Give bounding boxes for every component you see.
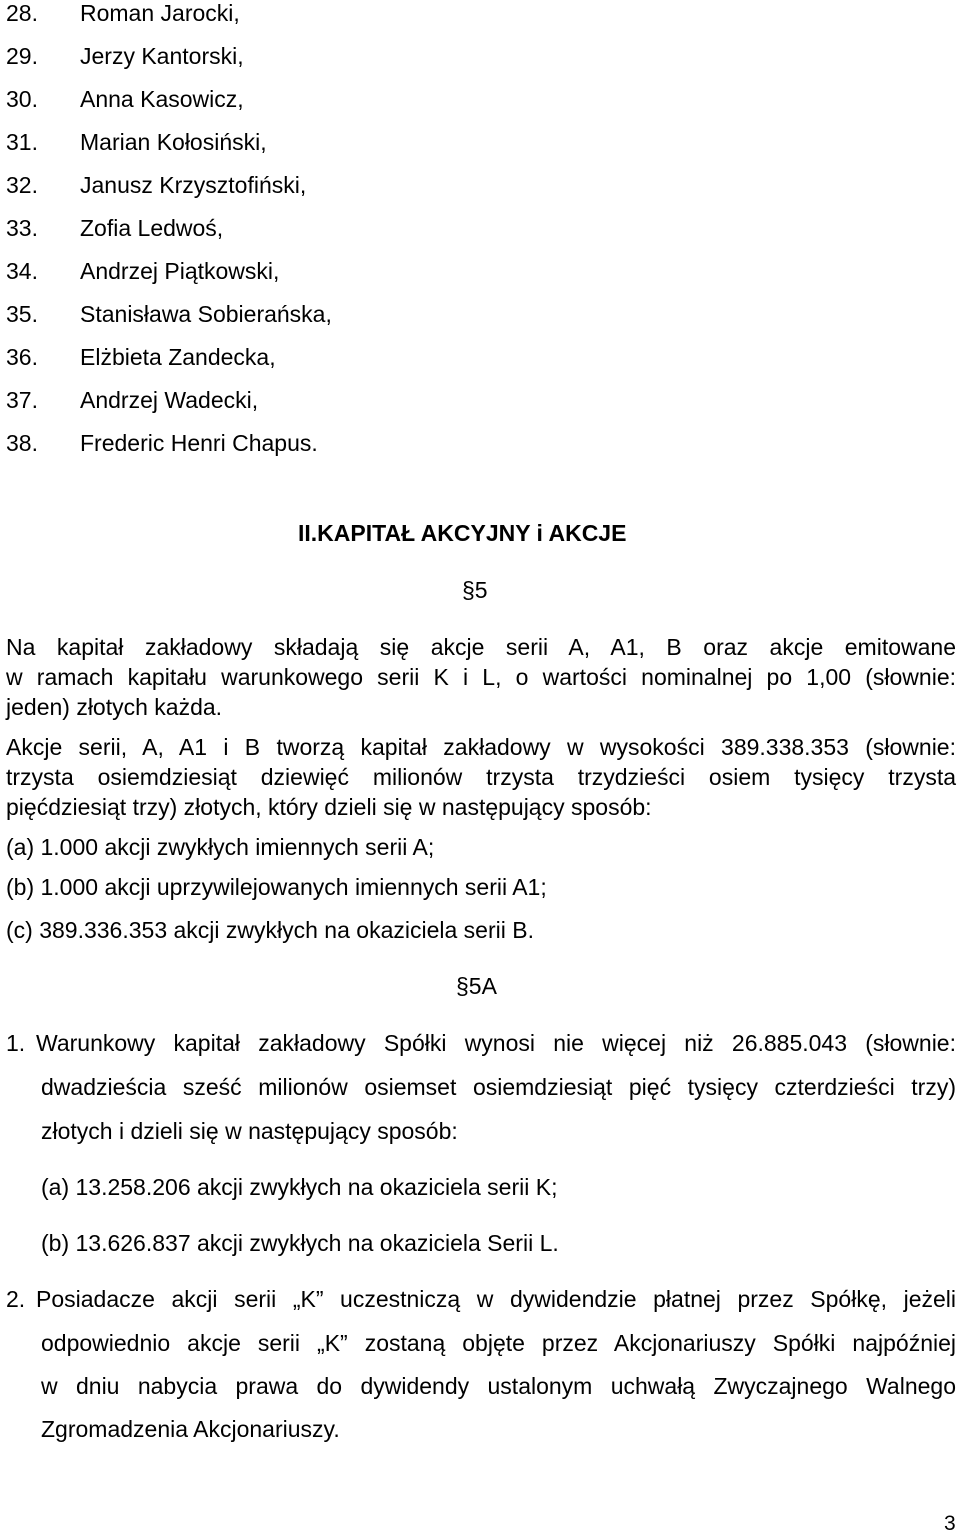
point-number: 1. xyxy=(6,1030,26,1056)
list-number: 28. xyxy=(6,0,38,26)
list-item: (a) 1.000 akcji zwykłych imiennych serii A; xyxy=(6,834,435,860)
list-item: (b) 1.000 akcji uprzywilejowanych imiennych serii A1; xyxy=(6,874,547,900)
list-name: Stanisława Sobierańska, xyxy=(80,301,332,327)
list-item: (a) 13.258.206 akcji zwykłych na okaziciela serii K; xyxy=(41,1174,558,1200)
text-line: Na kapitał zakładowy składają się akcje serii A, A1, B oraz akcje emitowane xyxy=(6,634,956,660)
list-name: Roman Jarocki, xyxy=(80,0,240,26)
list-number: 33. xyxy=(6,215,38,241)
list-number: 31. xyxy=(6,129,38,155)
list-number: 34. xyxy=(6,258,38,284)
list-name: Andrzej Piątkowski, xyxy=(80,258,280,284)
list-name: Andrzej Wadecki, xyxy=(80,387,259,413)
text-line: trzysta osiemdziesiąt dziewięć milionów trzysta trzydzieści osiem tysięcy trzysta xyxy=(6,764,956,790)
list-name: Frederic Henri Chapus. xyxy=(80,430,318,456)
list-name: Marian Kołosiński, xyxy=(80,129,267,155)
text-line: złotych i dzieli się w następujący sposób: xyxy=(41,1118,458,1144)
list-number: 36. xyxy=(6,344,38,370)
text-line: w ramach kapitału warunkowego serii K i L, o wartości nominalnej po 1,00 (słownie: xyxy=(6,664,956,690)
list-name: Elżbieta Zandecka, xyxy=(80,344,276,370)
text-line: Zgromadzenia Akcjonariuszy. xyxy=(41,1416,340,1442)
paragraph-heading-5: §5 xyxy=(462,577,488,603)
list-number: 29. xyxy=(6,43,38,69)
list-number: 32. xyxy=(6,172,38,198)
text-line: jeden) złotych każda. xyxy=(6,694,223,720)
list-item: (c) 389.336.353 akcji zwykłych na okaziciela serii B. xyxy=(6,917,534,943)
point-number: 2. xyxy=(6,1286,26,1312)
section-title: II.KAPITAŁ AKCYJNY i AKCJE xyxy=(298,520,627,546)
list-name: Zofia Ledwoś, xyxy=(80,215,224,241)
text-line: pięćdziesiąt trzy) złotych, który dzieli się w następujący sposób: xyxy=(6,794,652,820)
text-line: w dniu nabycia prawa do dywidendy ustalonym uchwałą Zwyczajnego Walnego xyxy=(41,1373,956,1399)
text-line: Warunkowy kapitał zakładowy Spółki wynosi nie więcej niż 26.885.043 (słownie: xyxy=(36,1030,956,1056)
text-line: Posiadacze akcji serii „K” uczestniczą w dywidendzie płatnej przez Spółkę, jeżeli xyxy=(36,1286,956,1312)
list-number: 30. xyxy=(6,86,38,112)
list-name: Jerzy Kantorski, xyxy=(80,43,244,69)
page-number: 3 xyxy=(944,1512,956,1535)
text-line: odpowiednio akcje serii „K” zostaną objęte przez Akcjonariuszy Spółki najpóźniej xyxy=(41,1330,956,1356)
paragraph-heading-5a: §5A xyxy=(456,973,497,999)
list-name: Anna Kasowicz, xyxy=(80,86,244,112)
list-name: Janusz Krzysztofiński, xyxy=(80,172,307,198)
list-number: 38. xyxy=(6,430,38,456)
list-number: 37. xyxy=(6,387,38,413)
list-item: (b) 13.626.837 akcji zwykłych na okaziciela Serii L. xyxy=(41,1230,559,1256)
text-line: dwadzieścia sześć milionów osiemset osiemdziesiąt pięć tysięcy czterdzieści trzy) xyxy=(41,1074,956,1100)
text-line: Akcje serii, A, A1 i B tworzą kapitał zakładowy w wysokości 389.338.353 (słownie: xyxy=(6,734,956,760)
list-number: 35. xyxy=(6,301,38,327)
